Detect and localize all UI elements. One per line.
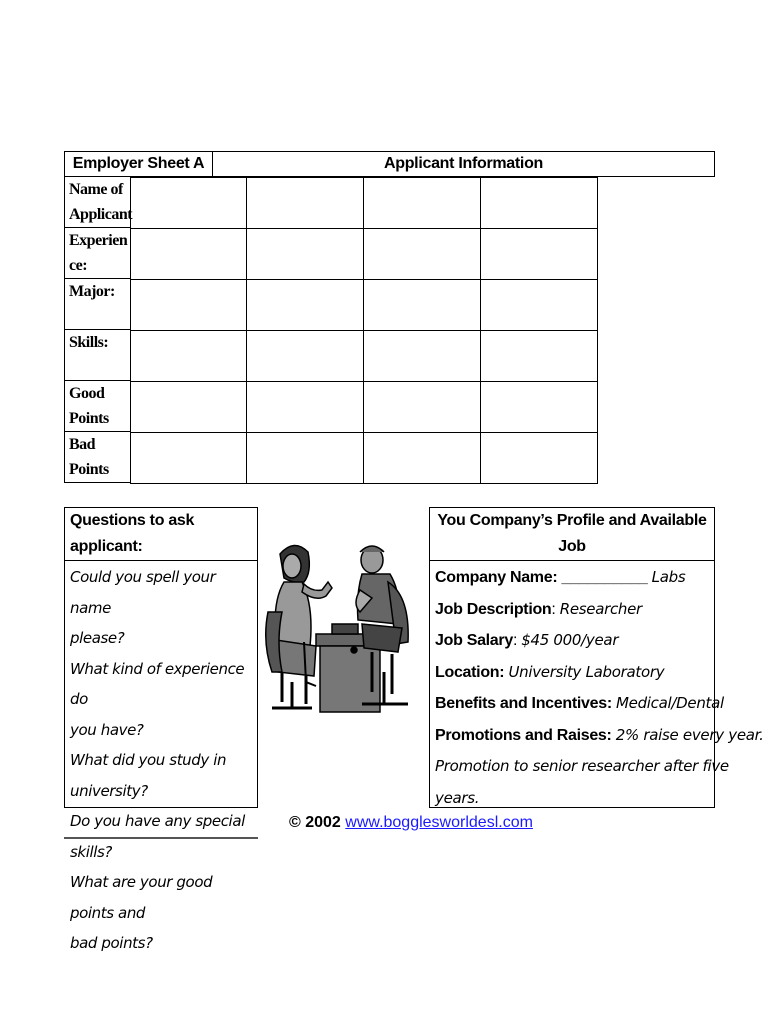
- question-line: Do you have any special skills?: [70, 812, 245, 861]
- benefits-line: Benefits and Incentives: Medical/Dental: [435, 694, 724, 712]
- signature-line: [64, 837, 258, 839]
- question-line: Could you spell your name: [70, 568, 216, 617]
- row-label-line1: Name of: [69, 181, 123, 198]
- row-label-5: [64, 381, 130, 432]
- applicant-cell[interactable]: [363, 432, 481, 484]
- applicant-cell[interactable]: [246, 330, 364, 382]
- question-line: bad points?: [70, 934, 153, 952]
- row-label-3: [64, 279, 130, 330]
- row-label-1: [64, 177, 133, 228]
- applicant-cell[interactable]: [246, 228, 364, 280]
- applicant-cell[interactable]: [130, 279, 247, 331]
- questions-list: [65, 561, 257, 959]
- row-label-4: [64, 330, 130, 381]
- applicant-cell[interactable]: [363, 279, 481, 331]
- company-profile-box: [429, 507, 764, 808]
- job-salary-line: Job Salary: $45 000/year: [435, 631, 619, 649]
- row-label-line1: Good: [69, 385, 105, 402]
- applicant-info-label: Applicant Information: [383, 155, 544, 172]
- applicant-cell[interactable]: [363, 381, 481, 433]
- question-line: What did you study in: [70, 751, 227, 769]
- applicant-cell[interactable]: [246, 432, 364, 484]
- applicant-cell[interactable]: [246, 177, 364, 229]
- applicant-cell[interactable]: [130, 228, 247, 280]
- applicant-info-header-cell: [212, 151, 715, 177]
- employer-sheet-label: Employer Sheet A: [72, 155, 205, 172]
- row-label-line2: ce:: [69, 257, 88, 274]
- promotions-line: Promotions and Raises: 2% raise every year.: [435, 725, 764, 744]
- job-description-line: Job Description: Researcher: [435, 599, 642, 618]
- copyright-text: © 2002: [289, 814, 341, 831]
- company-profile-heading: You Company’s Profile and Available Job: [430, 508, 714, 561]
- promotions-continuation-1: Promotion to senior researcher after five: [435, 757, 729, 775]
- row-label-6: [64, 432, 130, 483]
- footer: [289, 814, 533, 832]
- website-link[interactable]: www.bogglesworldesl.com: [345, 814, 533, 831]
- question-line: university?: [70, 781, 148, 800]
- applicant-cell[interactable]: [363, 228, 481, 280]
- applicant-cell[interactable]: [246, 279, 364, 331]
- row-label-2: [64, 228, 130, 279]
- applicant-cell[interactable]: [363, 330, 481, 382]
- interview-illustration: [262, 532, 424, 728]
- question-line: What kind of experience do: [70, 659, 245, 708]
- applicant-cell[interactable]: [130, 177, 247, 229]
- row-label-line1: Experien: [69, 232, 128, 249]
- applicant-cell[interactable]: [130, 381, 247, 433]
- question-line: please?: [70, 629, 125, 647]
- questions-heading: Questions to ask applicant:: [65, 508, 257, 561]
- applicant-cell[interactable]: [480, 177, 598, 229]
- applicant-cell[interactable]: [130, 432, 247, 484]
- applicant-cell[interactable]: [480, 228, 598, 280]
- applicant-cell[interactable]: [130, 330, 247, 382]
- promotions-continuation-2: years.: [435, 788, 480, 807]
- applicant-cell[interactable]: [480, 432, 598, 484]
- company-name-blank: __________: [561, 569, 648, 586]
- applicant-cell[interactable]: [480, 381, 598, 433]
- location-line: Location: University Laboratory: [435, 662, 665, 681]
- applicant-cell[interactable]: [363, 177, 481, 229]
- applicant-cell[interactable]: [480, 330, 598, 382]
- questions-box: [64, 507, 258, 952]
- question-line: What are your good points and: [70, 873, 213, 922]
- row-label-line1: Major:: [69, 283, 115, 300]
- row-label-line2: Applicant: [69, 206, 133, 223]
- row-label-line2: Points: [69, 410, 109, 427]
- applicant-cell[interactable]: [480, 279, 598, 331]
- corner-header-cell: [64, 151, 213, 177]
- row-label-line1: Skills:: [69, 334, 109, 351]
- applicant-cell[interactable]: [246, 381, 364, 433]
- company-name-line: Company Name: __________ Labs: [435, 568, 686, 586]
- question-line: you have?: [70, 720, 144, 739]
- row-label-line2: Points: [69, 461, 109, 478]
- row-label-line1: Bad: [69, 436, 96, 453]
